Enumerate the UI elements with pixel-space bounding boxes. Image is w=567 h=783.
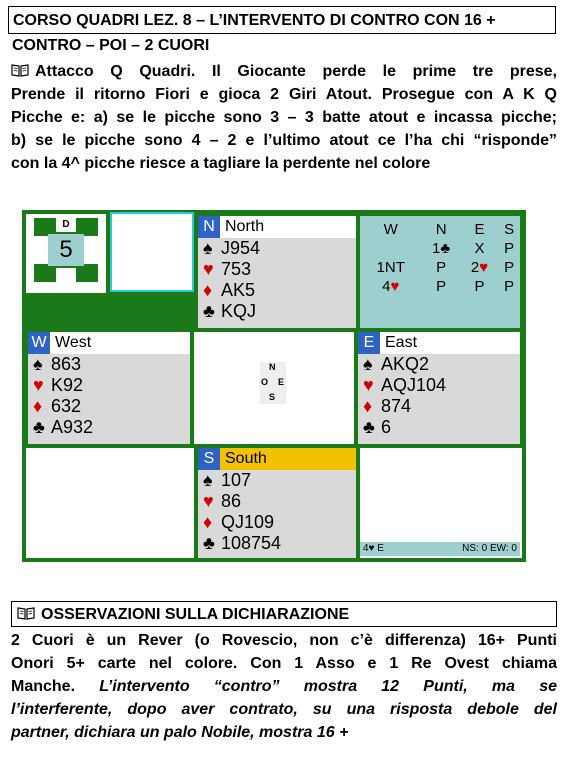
intro-line-5: con la 4^ picche riesce a tagliare la perdente nel colore xyxy=(11,155,431,172)
north-name: North xyxy=(225,218,265,235)
compass-s: S xyxy=(269,392,276,402)
east-name: East xyxy=(385,334,418,351)
dealer-label: D xyxy=(56,218,76,232)
north-hearts-cards: 753 xyxy=(221,259,252,279)
auction-bid: 1NT xyxy=(376,259,405,276)
notes-line-1: 2 Cuori è un Rever (o Rovescio, non c’è differenza) 16+ Punti xyxy=(11,632,557,649)
diamond-icon: ♦ xyxy=(203,280,213,300)
compass-n: N xyxy=(269,362,276,372)
notes-paragraph xyxy=(11,629,557,744)
blank-cell-bottom-left xyxy=(26,448,194,558)
north-hand xyxy=(198,216,356,328)
notes-line-2: Onori 5+ carte nel colore. Con 1 Asso e 1 Re Ovest chiama xyxy=(11,655,557,672)
dealer-side-s xyxy=(56,268,76,282)
auction-header-w: W xyxy=(383,221,398,238)
east-diamonds xyxy=(358,396,520,417)
dealer-side-e xyxy=(84,236,98,264)
spade-icon: ♠ xyxy=(33,354,43,374)
club-icon: ♣ xyxy=(203,301,215,321)
auction-header-n: N xyxy=(435,221,447,238)
auction-bid: P xyxy=(504,259,515,276)
heart-icon: ♥ xyxy=(33,375,44,395)
west-diamonds xyxy=(28,396,190,417)
north-tag: N xyxy=(198,216,220,238)
north-spades-cards: J954 xyxy=(221,238,261,258)
north-header xyxy=(198,216,356,238)
auction-bid xyxy=(360,239,421,258)
bridge-board xyxy=(22,210,526,562)
contract-label: 4♥ E xyxy=(363,543,384,554)
dealer-frame xyxy=(34,218,98,282)
north-spades xyxy=(198,238,356,259)
west-tag: W xyxy=(28,332,50,354)
auction-bid: P xyxy=(504,278,515,295)
east-spades xyxy=(358,354,520,375)
south-clubs-cards: 108754 xyxy=(221,533,282,553)
auction-row xyxy=(360,277,520,296)
notes-line-3-normal: Manche. xyxy=(11,678,76,695)
section-heading-box xyxy=(11,601,557,627)
lesson-title: CORSO QUADRI LEZ. 8 – L’INTERVENTO DI CONTRO CON 16 + xyxy=(13,12,496,29)
dealer-cell xyxy=(26,214,106,293)
heart-icon: ♥ xyxy=(363,375,374,395)
compass-e: E xyxy=(278,377,285,387)
south-name: South xyxy=(225,450,267,467)
spade-icon: ♠ xyxy=(203,470,213,490)
south-header xyxy=(198,448,356,470)
board-number: 5 xyxy=(48,234,84,266)
auction-row xyxy=(360,239,520,258)
intro-line-3: Picche e: a) se le picche sono 3 – 3 batte atout e incassa picche; xyxy=(11,109,557,126)
west-spades-cards: 863 xyxy=(51,354,82,374)
east-hearts-cards: AQJ104 xyxy=(381,375,447,395)
south-spades xyxy=(198,470,356,491)
auction-header-e: E xyxy=(474,221,485,238)
notes-line-5: partner, dichiara un palo Nobile, mostra 16 + xyxy=(11,724,349,741)
west-diamonds-cards: 632 xyxy=(51,396,82,416)
section-heading: OSSERVAZIONI SULLA DICHIARAZIONE xyxy=(41,606,350,623)
north-diamonds xyxy=(198,280,356,301)
blank-cell xyxy=(110,212,194,292)
south-spades-cards: 107 xyxy=(221,470,252,490)
south-diamonds xyxy=(198,512,356,533)
auction-bid: P xyxy=(436,259,447,276)
west-clubs-cards: A932 xyxy=(51,417,94,437)
compass-icon xyxy=(260,362,286,404)
spade-icon: ♠ xyxy=(363,354,373,374)
spade-icon: ♠ xyxy=(203,238,213,258)
auction-bid: 4♥ xyxy=(382,278,400,295)
east-hearts xyxy=(358,375,520,396)
auction-bid: P xyxy=(474,278,485,295)
north-hearts xyxy=(198,259,356,280)
east-spades-cards: AKQ2 xyxy=(381,354,430,374)
north-clubs xyxy=(198,301,356,322)
result-bar xyxy=(360,542,520,556)
intro-line-2: Prende il ritorno Fiori e gioca 2 Giri Atout. Prosegue con A K Q xyxy=(11,86,557,103)
diamond-icon: ♦ xyxy=(33,396,43,416)
lesson-title-box xyxy=(8,6,556,34)
heart-icon: ♥ xyxy=(203,491,214,511)
auction-bid: 1♣ xyxy=(432,240,451,257)
result-cell xyxy=(360,448,522,558)
auction-bid: P xyxy=(504,240,515,257)
south-clubs xyxy=(198,533,356,554)
east-clubs xyxy=(358,417,520,438)
notes-line-3 xyxy=(11,675,557,698)
book-icon xyxy=(17,607,35,620)
diamond-icon: ♦ xyxy=(363,396,373,416)
south-hearts xyxy=(198,491,356,512)
notes-line-3-italic: L’intervento “contro” mostra 12 Punti, ma se xyxy=(99,678,558,695)
east-clubs-cards: 6 xyxy=(381,417,392,437)
south-hearts-cards: 86 xyxy=(221,491,242,511)
vulnerability-label: NS: 0 EW: 0 xyxy=(462,543,517,554)
auction-header-row xyxy=(360,220,520,239)
north-clubs-cards: KQJ xyxy=(221,301,257,321)
dealer-side-w xyxy=(34,236,48,264)
intro-text-1: Attacco Q Quadri. Il Giocante perde le prime tre prese, xyxy=(35,63,557,80)
intro-line-4: b) se le picche sono 4 – 2 e l’ultimo atout ce l’ha chi “risponde” xyxy=(11,132,557,149)
auction-header-s: S xyxy=(504,221,515,238)
west-name: West xyxy=(55,334,92,351)
auction-box xyxy=(360,216,520,328)
auction-bid: P xyxy=(436,278,447,295)
east-hand xyxy=(358,332,520,444)
north-diamonds-cards: AK5 xyxy=(221,280,256,300)
compass-o: O xyxy=(261,377,269,387)
club-icon: ♣ xyxy=(33,417,45,437)
east-tag: E xyxy=(358,332,380,354)
auction-table xyxy=(360,220,520,296)
west-spades xyxy=(28,354,190,375)
diamond-icon: ♦ xyxy=(203,512,213,532)
book-icon xyxy=(11,64,29,77)
west-header xyxy=(28,332,190,354)
west-hearts xyxy=(28,375,190,396)
notes-line-4: l’interferente, dopo aver contrato, su una risposta debole del xyxy=(11,701,557,718)
auction-bid: X xyxy=(474,240,485,257)
west-hand xyxy=(28,332,190,444)
east-diamonds-cards: 874 xyxy=(381,396,412,416)
auction-row xyxy=(360,258,520,277)
heart-icon: ♥ xyxy=(203,259,214,279)
intro-line-1 xyxy=(11,60,557,83)
intro-paragraph xyxy=(11,60,557,175)
club-icon: ♣ xyxy=(363,417,375,437)
west-clubs xyxy=(28,417,190,438)
club-icon: ♣ xyxy=(203,533,215,553)
west-hearts-cards: K92 xyxy=(51,375,84,395)
auction-bid: 2♥ xyxy=(470,259,489,276)
east-header xyxy=(358,332,520,354)
south-tag: S xyxy=(198,448,220,470)
lesson-subtitle: CONTRO – POI – 2 CUORI xyxy=(12,37,210,54)
south-diamonds-cards: QJ109 xyxy=(221,512,275,532)
south-hand xyxy=(198,448,356,558)
